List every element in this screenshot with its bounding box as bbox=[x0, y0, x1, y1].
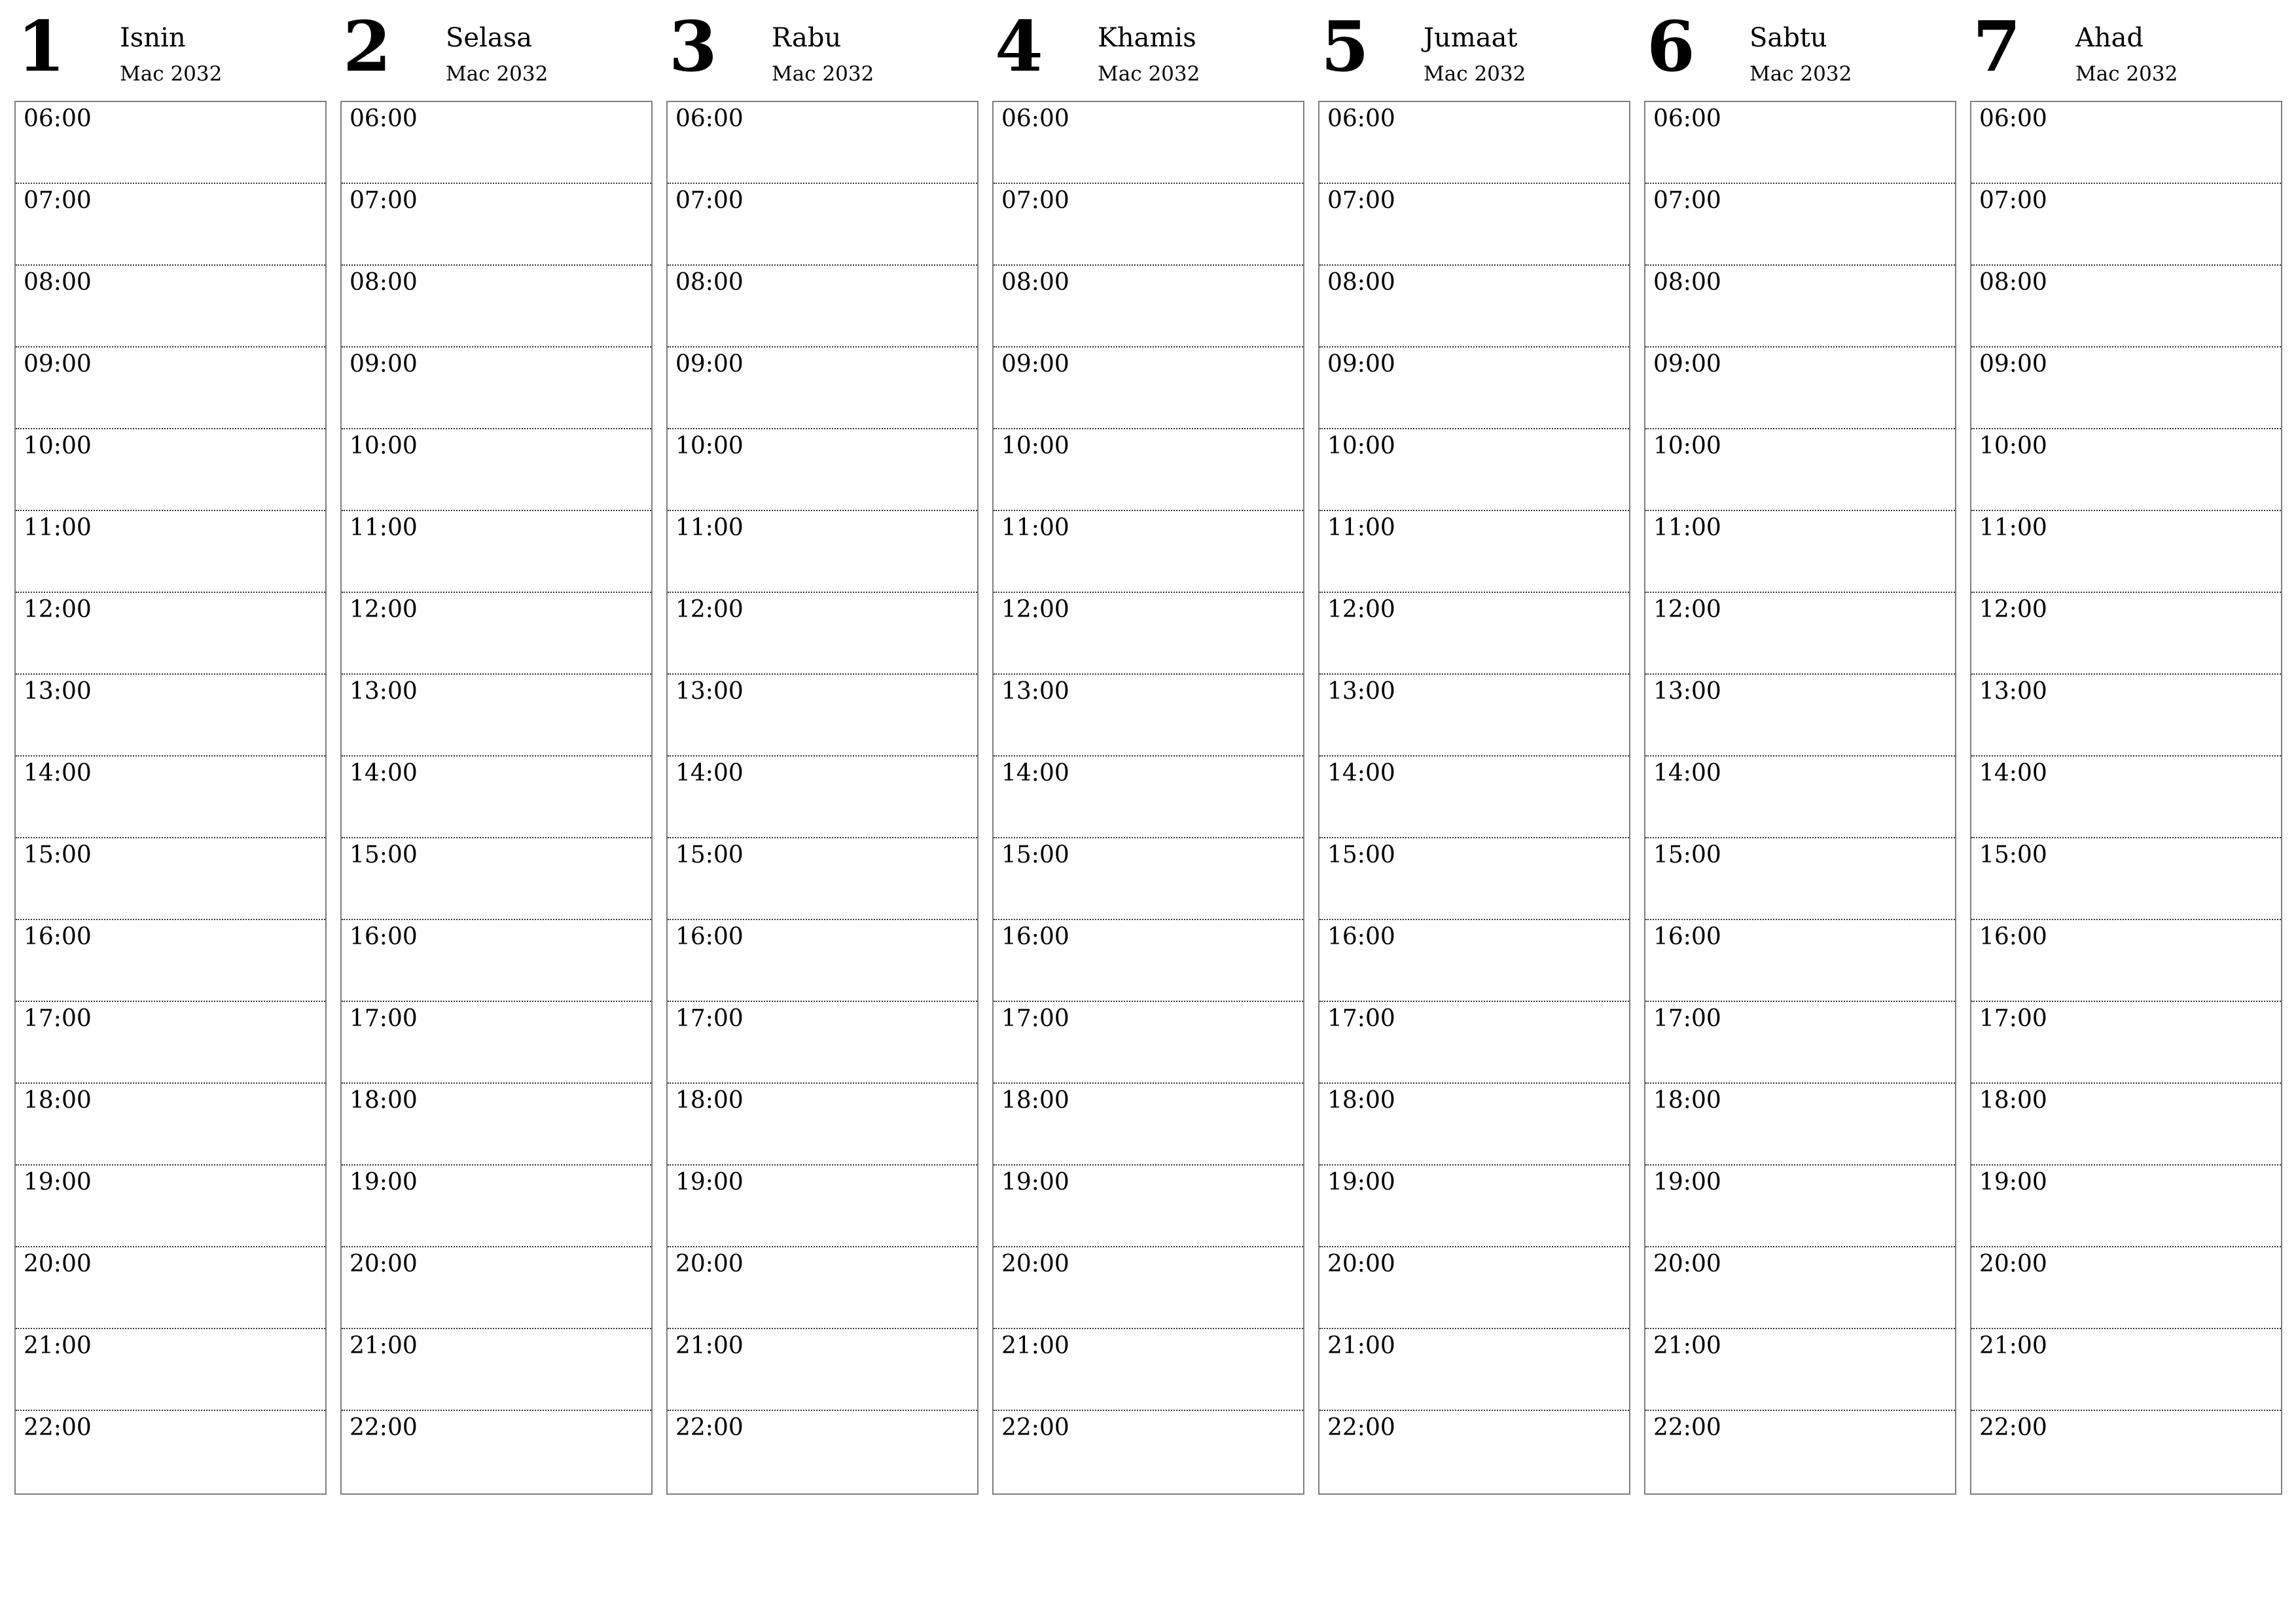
time-slot[interactable] bbox=[342, 429, 651, 511]
slot-time-label: 11:00 bbox=[1653, 514, 1721, 541]
time-slot[interactable] bbox=[16, 593, 325, 675]
day-column bbox=[666, 0, 978, 1441]
slot-time-label: 09:00 bbox=[1979, 351, 2047, 378]
time-slot[interactable] bbox=[1971, 920, 2281, 1002]
time-slot[interactable] bbox=[16, 1084, 325, 1166]
time-slot[interactable] bbox=[668, 184, 977, 266]
time-slot[interactable] bbox=[994, 593, 1303, 675]
day-name: Jumaat bbox=[1424, 23, 1518, 53]
slot-time-label: 22:00 bbox=[1653, 1414, 1721, 1441]
slot-time-label: 13:00 bbox=[1001, 678, 1069, 705]
day-column bbox=[1970, 0, 2282, 1441]
day-number: 5 bbox=[1321, 5, 1369, 87]
time-slot[interactable] bbox=[1319, 511, 1629, 593]
time-slot[interactable] bbox=[342, 102, 651, 184]
time-slot[interactable] bbox=[342, 266, 651, 348]
slot-time-label: 19:00 bbox=[350, 1169, 418, 1196]
time-slot[interactable] bbox=[1971, 1166, 2281, 1247]
time-slot[interactable] bbox=[668, 511, 977, 593]
slot-time-label: 08:00 bbox=[24, 269, 92, 296]
day-header bbox=[1318, 0, 1630, 101]
time-slot[interactable] bbox=[1645, 511, 1955, 593]
time-slot[interactable] bbox=[342, 838, 651, 920]
day-schedule bbox=[340, 101, 653, 1495]
time-slot[interactable] bbox=[1319, 429, 1629, 511]
time-slot[interactable] bbox=[1319, 1411, 1629, 1493]
slot-time-label: 09:00 bbox=[350, 351, 418, 378]
time-slot[interactable] bbox=[16, 102, 325, 184]
time-slot[interactable] bbox=[16, 920, 325, 1002]
time-slot[interactable] bbox=[1645, 1411, 1955, 1493]
slot-time-label: 11:00 bbox=[1979, 514, 2047, 541]
slot-time-label: 14:00 bbox=[1653, 760, 1721, 787]
time-slot[interactable] bbox=[668, 1166, 977, 1247]
slot-time-label: 15:00 bbox=[24, 842, 92, 868]
time-slot[interactable] bbox=[1319, 757, 1629, 838]
time-slot[interactable] bbox=[16, 675, 325, 757]
time-slot[interactable] bbox=[1319, 1329, 1629, 1411]
time-slot[interactable] bbox=[1971, 511, 2281, 593]
day-header bbox=[666, 0, 978, 101]
day-number: 4 bbox=[995, 5, 1043, 87]
time-slot[interactable] bbox=[994, 920, 1303, 1002]
slot-time-label: 16:00 bbox=[350, 923, 418, 950]
slot-time-label: 16:00 bbox=[24, 923, 92, 950]
time-slot[interactable] bbox=[668, 1084, 977, 1166]
slot-time-label: 08:00 bbox=[1979, 269, 2047, 296]
time-slot[interactable] bbox=[342, 1411, 651, 1493]
time-slot[interactable] bbox=[16, 1329, 325, 1411]
time-slot[interactable] bbox=[1971, 1002, 2281, 1084]
slot-time-label: 07:00 bbox=[1327, 187, 1395, 214]
slot-time-label: 06:00 bbox=[1327, 105, 1395, 132]
time-slot[interactable] bbox=[1971, 184, 2281, 266]
slot-time-label: 19:00 bbox=[24, 1169, 92, 1196]
slot-time-label: 11:00 bbox=[350, 514, 418, 541]
time-slot[interactable] bbox=[1319, 102, 1629, 184]
time-slot[interactable] bbox=[668, 757, 977, 838]
time-slot[interactable] bbox=[1645, 920, 1955, 1002]
time-slot[interactable] bbox=[994, 348, 1303, 429]
slot-time-label: 07:00 bbox=[1001, 187, 1069, 214]
slot-time-label: 13:00 bbox=[24, 678, 92, 705]
slot-time-label: 10:00 bbox=[1327, 433, 1395, 459]
time-slot[interactable] bbox=[1319, 675, 1629, 757]
time-slot[interactable] bbox=[16, 511, 325, 593]
slot-time-label: 11:00 bbox=[675, 514, 744, 541]
slot-time-label: 10:00 bbox=[350, 433, 418, 459]
slot-time-label: 12:00 bbox=[1979, 596, 2047, 623]
time-slot[interactable] bbox=[1971, 1247, 2281, 1329]
day-number: 1 bbox=[17, 5, 65, 87]
time-slot[interactable] bbox=[1645, 184, 1955, 266]
slot-time-label: 15:00 bbox=[350, 842, 418, 868]
slot-time-label: 22:00 bbox=[1979, 1414, 2047, 1441]
day-schedule bbox=[666, 101, 978, 1495]
day-name: Isnin bbox=[120, 23, 186, 53]
slot-time-label: 16:00 bbox=[675, 923, 744, 950]
slot-time-label: 21:00 bbox=[1327, 1332, 1395, 1359]
slot-time-label: 09:00 bbox=[1653, 351, 1721, 378]
day-header bbox=[992, 0, 1304, 101]
day-column bbox=[1318, 0, 1630, 1441]
time-slot[interactable] bbox=[16, 838, 325, 920]
day-month: Mac 2032 bbox=[2075, 62, 2178, 86]
time-slot[interactable] bbox=[994, 1084, 1303, 1166]
slot-time-label: 07:00 bbox=[24, 187, 92, 214]
slot-time-label: 17:00 bbox=[24, 1005, 92, 1032]
time-slot[interactable] bbox=[1971, 1411, 2281, 1493]
day-number: 2 bbox=[343, 5, 391, 87]
time-slot[interactable] bbox=[668, 102, 977, 184]
time-slot[interactable] bbox=[1319, 184, 1629, 266]
slot-time-label: 22:00 bbox=[1327, 1414, 1395, 1441]
slot-time-label: 10:00 bbox=[1001, 433, 1069, 459]
slot-time-label: 08:00 bbox=[350, 269, 418, 296]
slot-time-label: 08:00 bbox=[1001, 269, 1069, 296]
time-slot[interactable] bbox=[668, 593, 977, 675]
day-month: Mac 2032 bbox=[446, 62, 548, 86]
time-slot[interactable] bbox=[668, 920, 977, 1002]
time-slot[interactable] bbox=[16, 1247, 325, 1329]
time-slot[interactable] bbox=[1645, 838, 1955, 920]
day-schedule bbox=[1970, 101, 2282, 1495]
time-slot[interactable] bbox=[16, 1166, 325, 1247]
time-slot[interactable] bbox=[1971, 757, 2281, 838]
time-slot[interactable] bbox=[994, 429, 1303, 511]
day-schedule bbox=[1644, 101, 1956, 1495]
time-slot[interactable] bbox=[668, 1247, 977, 1329]
slot-time-label: 06:00 bbox=[24, 105, 92, 132]
slot-time-label: 17:00 bbox=[1653, 1005, 1721, 1032]
slot-time-label: 19:00 bbox=[1001, 1169, 1069, 1196]
slot-time-label: 09:00 bbox=[1001, 351, 1069, 378]
time-slot[interactable] bbox=[342, 1247, 651, 1329]
slot-time-label: 17:00 bbox=[350, 1005, 418, 1032]
slot-time-label: 08:00 bbox=[675, 269, 744, 296]
time-slot[interactable] bbox=[342, 511, 651, 593]
slot-time-label: 21:00 bbox=[24, 1332, 92, 1359]
slot-time-label: 14:00 bbox=[1979, 760, 2047, 787]
time-slot[interactable] bbox=[16, 757, 325, 838]
slot-time-label: 10:00 bbox=[1653, 433, 1721, 459]
slot-time-label: 20:00 bbox=[1979, 1251, 2047, 1277]
time-slot[interactable] bbox=[1319, 1002, 1629, 1084]
slot-time-label: 21:00 bbox=[1979, 1332, 2047, 1359]
time-slot[interactable] bbox=[668, 348, 977, 429]
time-slot[interactable] bbox=[668, 675, 977, 757]
time-slot[interactable] bbox=[994, 675, 1303, 757]
time-slot[interactable] bbox=[1645, 266, 1955, 348]
slot-time-label: 12:00 bbox=[1327, 596, 1395, 623]
slot-time-label: 12:00 bbox=[1001, 596, 1069, 623]
slot-time-label: 17:00 bbox=[675, 1005, 744, 1032]
slot-time-label: 16:00 bbox=[1653, 923, 1721, 950]
slot-time-label: 22:00 bbox=[1001, 1414, 1069, 1441]
time-slot[interactable] bbox=[16, 184, 325, 266]
slot-time-label: 10:00 bbox=[675, 433, 744, 459]
day-header bbox=[340, 0, 653, 101]
time-slot[interactable] bbox=[994, 266, 1303, 348]
day-name: Selasa bbox=[446, 23, 533, 53]
time-slot[interactable] bbox=[668, 838, 977, 920]
time-slot[interactable] bbox=[994, 1002, 1303, 1084]
day-month: Mac 2032 bbox=[1424, 62, 1526, 86]
time-slot[interactable] bbox=[1971, 1084, 2281, 1166]
slot-time-label: 18:00 bbox=[1653, 1087, 1721, 1114]
slot-time-label: 20:00 bbox=[1327, 1251, 1395, 1277]
time-slot[interactable] bbox=[342, 920, 651, 1002]
time-slot[interactable] bbox=[668, 429, 977, 511]
day-schedule bbox=[992, 101, 1304, 1495]
day-month: Mac 2032 bbox=[772, 62, 874, 86]
slot-time-label: 22:00 bbox=[350, 1414, 418, 1441]
day-schedule bbox=[14, 101, 327, 1495]
time-slot[interactable] bbox=[16, 348, 325, 429]
time-slot[interactable] bbox=[16, 266, 325, 348]
time-slot[interactable] bbox=[1645, 675, 1955, 757]
slot-time-label: 20:00 bbox=[350, 1251, 418, 1277]
slot-time-label: 19:00 bbox=[675, 1169, 744, 1196]
time-slot[interactable] bbox=[1319, 266, 1629, 348]
time-slot[interactable] bbox=[342, 675, 651, 757]
slot-time-label: 06:00 bbox=[1979, 105, 2047, 132]
time-slot[interactable] bbox=[1971, 429, 2281, 511]
time-slot[interactable] bbox=[16, 1411, 325, 1493]
time-slot[interactable] bbox=[1971, 593, 2281, 675]
slot-time-label: 18:00 bbox=[350, 1087, 418, 1114]
slot-time-label: 07:00 bbox=[350, 187, 418, 214]
slot-time-label: 18:00 bbox=[1327, 1087, 1395, 1114]
time-slot[interactable] bbox=[1319, 1084, 1629, 1166]
time-slot[interactable] bbox=[994, 1166, 1303, 1247]
time-slot[interactable] bbox=[994, 1247, 1303, 1329]
time-slot[interactable] bbox=[994, 184, 1303, 266]
slot-time-label: 18:00 bbox=[24, 1087, 92, 1114]
slot-time-label: 10:00 bbox=[1979, 433, 2047, 459]
day-name: Ahad bbox=[2075, 23, 2144, 53]
slot-time-label: 18:00 bbox=[1001, 1087, 1069, 1114]
slot-time-label: 06:00 bbox=[1001, 105, 1069, 132]
time-slot[interactable] bbox=[668, 1002, 977, 1084]
time-slot[interactable] bbox=[994, 102, 1303, 184]
time-slot[interactable] bbox=[1645, 1002, 1955, 1084]
time-slot[interactable] bbox=[994, 757, 1303, 838]
time-slot[interactable] bbox=[1319, 348, 1629, 429]
slot-time-label: 14:00 bbox=[350, 760, 418, 787]
time-slot[interactable] bbox=[668, 1411, 977, 1493]
slot-time-label: 16:00 bbox=[1001, 923, 1069, 950]
slot-time-label: 13:00 bbox=[1327, 678, 1395, 705]
day-number: 6 bbox=[1647, 5, 1695, 87]
day-number: 3 bbox=[669, 5, 717, 87]
slot-time-label: 16:00 bbox=[1979, 923, 2047, 950]
slot-time-label: 16:00 bbox=[1327, 923, 1395, 950]
time-slot[interactable] bbox=[342, 1002, 651, 1084]
slot-time-label: 15:00 bbox=[1001, 842, 1069, 868]
slot-time-label: 19:00 bbox=[1327, 1169, 1395, 1196]
slot-time-label: 14:00 bbox=[1327, 760, 1395, 787]
slot-time-label: 18:00 bbox=[1979, 1087, 2047, 1114]
slot-time-label: 06:00 bbox=[1653, 105, 1721, 132]
time-slot[interactable] bbox=[342, 593, 651, 675]
time-slot[interactable] bbox=[1319, 593, 1629, 675]
day-month: Mac 2032 bbox=[120, 62, 223, 86]
slot-time-label: 09:00 bbox=[24, 351, 92, 378]
slot-time-label: 12:00 bbox=[350, 596, 418, 623]
time-slot[interactable] bbox=[668, 266, 977, 348]
day-column bbox=[340, 0, 653, 1441]
slot-time-label: 17:00 bbox=[1327, 1005, 1395, 1032]
slot-time-label: 20:00 bbox=[1001, 1251, 1069, 1277]
day-name: Sabtu bbox=[1749, 23, 1827, 53]
slot-time-label: 15:00 bbox=[675, 842, 744, 868]
time-slot[interactable] bbox=[342, 348, 651, 429]
time-slot[interactable] bbox=[1645, 102, 1955, 184]
slot-time-label: 22:00 bbox=[24, 1414, 92, 1441]
day-month: Mac 2032 bbox=[1749, 62, 1852, 86]
day-header bbox=[14, 0, 327, 101]
time-slot[interactable] bbox=[1645, 593, 1955, 675]
time-slot[interactable] bbox=[1971, 675, 2281, 757]
slot-time-label: 20:00 bbox=[675, 1251, 744, 1277]
day-column bbox=[1644, 0, 1956, 1441]
time-slot[interactable] bbox=[1971, 1329, 2281, 1411]
slot-time-label: 12:00 bbox=[1653, 596, 1721, 623]
slot-time-label: 19:00 bbox=[1653, 1169, 1721, 1196]
slot-time-label: 06:00 bbox=[675, 105, 744, 132]
time-slot[interactable] bbox=[1319, 1166, 1629, 1247]
slot-time-label: 19:00 bbox=[1979, 1169, 2047, 1196]
time-slot[interactable] bbox=[994, 1411, 1303, 1493]
time-slot[interactable] bbox=[342, 1084, 651, 1166]
slot-time-label: 13:00 bbox=[1979, 678, 2047, 705]
slot-time-label: 12:00 bbox=[675, 596, 744, 623]
slot-time-label: 17:00 bbox=[1979, 1005, 2047, 1032]
slot-time-label: 20:00 bbox=[1653, 1251, 1721, 1277]
day-header bbox=[1644, 0, 1956, 101]
slot-time-label: 08:00 bbox=[1327, 269, 1395, 296]
slot-time-label: 07:00 bbox=[1979, 187, 2047, 214]
time-slot[interactable] bbox=[1645, 1166, 1955, 1247]
slot-time-label: 09:00 bbox=[675, 351, 744, 378]
time-slot[interactable] bbox=[1645, 429, 1955, 511]
slot-time-label: 09:00 bbox=[1327, 351, 1395, 378]
time-slot[interactable] bbox=[1319, 1247, 1629, 1329]
slot-time-label: 11:00 bbox=[1327, 514, 1395, 541]
slot-time-label: 11:00 bbox=[1001, 514, 1069, 541]
slot-time-label: 18:00 bbox=[675, 1087, 744, 1114]
time-slot[interactable] bbox=[342, 184, 651, 266]
time-slot[interactable] bbox=[1971, 348, 2281, 429]
time-slot[interactable] bbox=[342, 757, 651, 838]
time-slot[interactable] bbox=[1645, 1247, 1955, 1329]
time-slot[interactable] bbox=[994, 838, 1303, 920]
time-slot[interactable] bbox=[342, 1329, 651, 1411]
time-slot[interactable] bbox=[16, 1002, 325, 1084]
slot-time-label: 14:00 bbox=[675, 760, 744, 787]
slot-time-label: 21:00 bbox=[1001, 1332, 1069, 1359]
slot-time-label: 21:00 bbox=[350, 1332, 418, 1359]
time-slot[interactable] bbox=[1645, 757, 1955, 838]
slot-time-label: 13:00 bbox=[350, 678, 418, 705]
day-column bbox=[14, 0, 327, 1441]
slot-time-label: 22:00 bbox=[675, 1414, 744, 1441]
slot-time-label: 21:00 bbox=[1653, 1332, 1721, 1359]
time-slot[interactable] bbox=[1645, 348, 1955, 429]
day-name: Rabu bbox=[772, 23, 842, 53]
slot-time-label: 14:00 bbox=[24, 760, 92, 787]
day-column bbox=[992, 0, 1304, 1441]
time-slot[interactable] bbox=[994, 511, 1303, 593]
time-slot[interactable] bbox=[668, 1329, 977, 1411]
time-slot[interactable] bbox=[1971, 838, 2281, 920]
time-slot[interactable] bbox=[1645, 1329, 1955, 1411]
time-slot[interactable] bbox=[994, 1329, 1303, 1411]
slot-time-label: 17:00 bbox=[1001, 1005, 1069, 1032]
slot-time-label: 14:00 bbox=[1001, 760, 1069, 787]
time-slot[interactable] bbox=[1971, 102, 2281, 184]
slot-time-label: 21:00 bbox=[675, 1332, 744, 1359]
time-slot[interactable] bbox=[342, 1166, 651, 1247]
slot-time-label: 08:00 bbox=[1653, 269, 1721, 296]
slot-time-label: 15:00 bbox=[1327, 842, 1395, 868]
day-schedule bbox=[1318, 101, 1630, 1495]
slot-time-label: 13:00 bbox=[1653, 678, 1721, 705]
slot-time-label: 11:00 bbox=[24, 514, 92, 541]
slot-time-label: 15:00 bbox=[1979, 842, 2047, 868]
time-slot[interactable] bbox=[1645, 1084, 1955, 1166]
day-name: Khamis bbox=[1098, 23, 1196, 53]
time-slot[interactable] bbox=[16, 429, 325, 511]
day-header bbox=[1970, 0, 2282, 101]
day-number: 7 bbox=[1973, 5, 2021, 87]
time-slot[interactable] bbox=[1319, 920, 1629, 1002]
slot-time-label: 07:00 bbox=[675, 187, 744, 214]
slot-time-label: 20:00 bbox=[24, 1251, 92, 1277]
time-slot[interactable] bbox=[1971, 266, 2281, 348]
slot-time-label: 07:00 bbox=[1653, 187, 1721, 214]
slot-time-label: 10:00 bbox=[24, 433, 92, 459]
slot-time-label: 13:00 bbox=[675, 678, 744, 705]
slot-time-label: 06:00 bbox=[350, 105, 418, 132]
slot-time-label: 15:00 bbox=[1653, 842, 1721, 868]
time-slot[interactable] bbox=[1319, 838, 1629, 920]
day-month: Mac 2032 bbox=[1098, 62, 1200, 86]
slot-time-label: 12:00 bbox=[24, 596, 92, 623]
